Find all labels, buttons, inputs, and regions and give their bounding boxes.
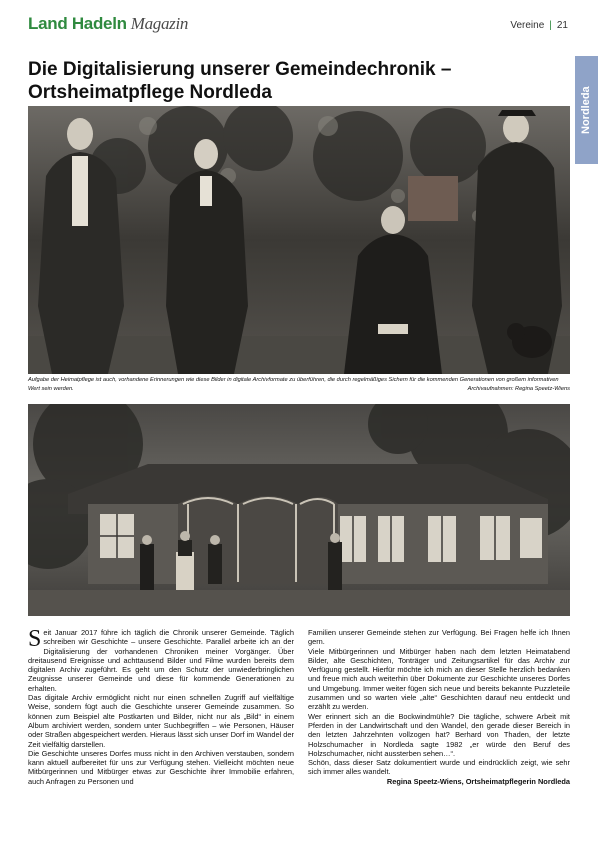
article-column-right xyxy=(308,628,570,786)
paragraph: Das digitale Archiv ermöglicht nicht nur einen schnellen Zugriff auf vielfältige Weise, sondern fügt auch die Geschichte unserer Gemeinde zusammen. So können zum Beispiel alte Postkarten und Bilder, nicht nur als „Bild“ in einem Album archiviert werden, sondern unter Suchbegriffen – wie Personen, Häuser oder Straßen abgespeichert werden. Hieraus lässt sich unser Dorf im Wandel der Zeit vielfältig darstellen. xyxy=(28,693,294,749)
paragraph-text: eit Januar 2017 führe ich täglich die Chronik unserer Gemeinde. Täglich schreiben wir Geschichte – unsere Geschichte. Parallel arbeite ich an der Digitalisierung der vorhandenen Chroniken meiner Vorgänger. Über dreitausend Ereignisse und achttausend Bilder und Filme wurden bereits dem digitalen Archiv zugeführt. Es geht um den Schutz der unwiederbringlichen Zeugnisse unserer Gemeinde und diese für kommende Generationen zu erhalten. xyxy=(28,628,294,693)
paragraph xyxy=(28,628,294,693)
paragraph: Schön, dass dieser Satz dokumentiert wurde und eindrücklich zeigt, wie sehr sich immer alles wandelt. xyxy=(308,758,570,777)
photo-credit: Archivaufnahmen: Regina Speetz-Wiens xyxy=(467,386,570,392)
title-line-2: Ortsheimatpflege Nordleda xyxy=(28,82,272,103)
brand-name: Land Hadeln xyxy=(28,14,127,33)
title-line-1: Die Digitalisierung unserer Gemeindechronik – xyxy=(28,59,452,80)
paragraph: Die Geschichte unseres Dorfes muss nicht in den Archiven verstauben, sondern kann aktuell aufbereitet für uns zur Verfügung stehen. Vielleicht möchten neue Mitbürgerinnen und Mitbürger etwas zur Geschichte ihrer Immobilie erfahren, auch Anfragen zu Personen und xyxy=(28,748,294,786)
historic-house-photo xyxy=(28,404,570,616)
paragraph: Wer erinnert sich an die Bockwindmühle? Die tägliche, schwere Arbeit mit Pferden in der Landwirtschaft und den Wandel, den gerade dieser Bereich in den letzten Jahrzehnten vollzogen hat? Berhard von Thaden, der letzte Holzschumacher in Nordleda sagte 1982 „er würde den Beruf des Holzschumacher, nicht aussterben sehen…“. xyxy=(308,711,570,758)
article-column-left xyxy=(28,628,294,786)
article-title xyxy=(28,58,548,104)
paragraph: Viele Mitbürgerinnen und Mitbürger haben nach dem letzten Heimatabend Bilder, alte Geschichten, Tonträger und Zeitungsartikel für das Archiv zur Verfügung gestellt. Hierfür möchte ich mich an dieser Stelle herzlich bedanken und freue mich auch weiterhin über Dokumente zur Geschichte unseres Dorfes und Umgebung. Immer weiter fügen sich neue und bereits bekannte Puzzleteile zusammen und so warten viele „alte“ Geschichten darauf neu entdeckt und erzählt zu werden. xyxy=(308,646,570,712)
author-signature: Regina Speetz-Wiens, Ortsheimatpflegerin Nordleda xyxy=(386,776,570,786)
section-name: Vereine xyxy=(510,20,545,31)
photo-caption: Aufgabe der Heimatpflege ist auch, vorhandene Erinnerungen wie diese Bilder in digitale Archivformate zu überführen, die durch regelmäßiges Sichern für die kommenden Generationen von großem informativen Wert sein werden. xyxy=(28,377,559,392)
historic-group-photo xyxy=(28,106,570,374)
drop-cap: S xyxy=(28,626,42,652)
paragraph: Familien unserer Gemeinde stehen zur Verfügung. Bei Fragen helfe ich Ihnen gern. xyxy=(308,628,570,647)
side-tab xyxy=(575,56,598,164)
magazine-logo xyxy=(28,14,188,34)
page-header-meta: Vereine | 21 xyxy=(510,20,568,31)
brand-magazin: Magazin xyxy=(130,14,189,33)
page-number: 21 xyxy=(556,20,568,31)
side-tab-label: Nordleda xyxy=(580,86,592,134)
